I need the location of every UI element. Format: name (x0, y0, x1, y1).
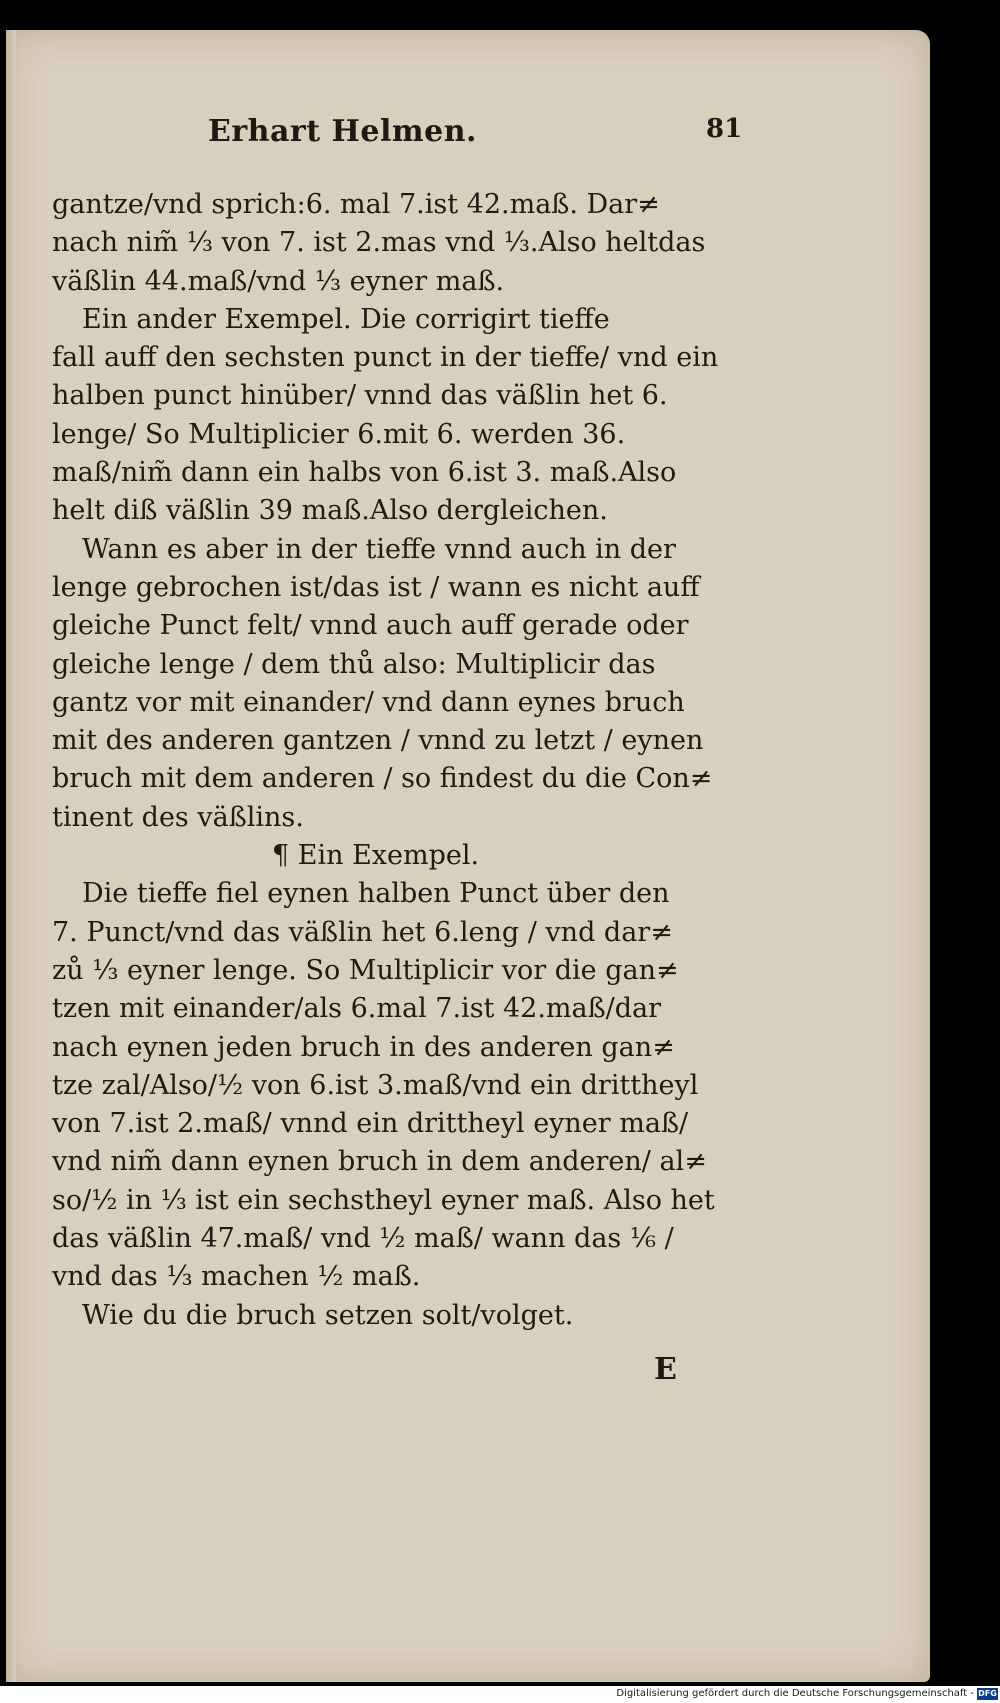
text-line: fall auff den sechsten punct in der tieffe/ vnd ein (52, 342, 719, 374)
text-line: so/½ in ⅓ ist ein sechstheyl eyner maß. Also het (52, 1184, 715, 1216)
text-line: nach nim̃ ⅓ von 7. ist 2.mas vnd ⅓.Also heltdas (52, 227, 706, 259)
body-text (52, 186, 772, 1335)
text-line: nach eynen jeden bruch in des anderen gan≠ (52, 1031, 675, 1063)
text-line: gleiche Punct felt/ vnnd auch auff gerade oder (52, 610, 689, 642)
text-line: lenge/ So Multiplicier 6.mit 6. werden 36. (52, 418, 626, 450)
text-line: gantze/vnd sprich:6. mal 7.ist 42.maß. Dar≠ (52, 189, 660, 220)
text-line: gantz vor mit einander/ vnd dann eynes bruch (52, 686, 685, 718)
digitization-footer (0, 1686, 1000, 1703)
text-line: tinent des väßlins. (52, 801, 304, 833)
paragraph-start-line: Wann es aber in der tieffe vnnd auch in der (82, 533, 676, 565)
text-line: von 7.ist 2.maß/ vnnd ein drittheyl eyner maß/ (52, 1108, 689, 1140)
section-heading: ¶ Ein Exempel. (272, 840, 480, 872)
funding-credit: Digitalisierung gefördert durch die Deutsche Forschungsgemeinschaft - (616, 1688, 974, 1699)
text-line: helt diß väßlin 39 maß.Also dergleichen. (52, 495, 608, 527)
text-line: maß/nim̃ dann ein halbs von 6.ist 3. maß.Also (52, 457, 677, 489)
book-page (6, 30, 930, 1682)
section-heading-line: Ein ander Exempel. Die corrigirt tieffe (82, 303, 610, 335)
running-head (6, 114, 930, 164)
text-line: bruch mit dem anderen / so findest du die Con≠ (52, 763, 713, 795)
folio-number: 81 (706, 114, 743, 144)
text-line: mit des anderen gantzen / vnnd zu letzt / eynen (52, 725, 704, 757)
text-line: tzen mit einander/als 6.mal 7.ist 42.maß/dar (52, 993, 662, 1025)
dfg-logo-icon: DFG (978, 1689, 997, 1698)
text-line: halben punct hinüber/ vnnd das väßlin het 6. (52, 380, 668, 412)
text-line: lenge gebrochen ist/das ist / wann es nicht auff (52, 571, 700, 603)
text-line: zů ⅓ eyner lenge. So Multiplicir vor die gan≠ (52, 954, 679, 986)
closing-line: Wie du die bruch setzen solt/volget. (82, 1299, 574, 1331)
running-head-title: Erhart Helmen. (208, 114, 477, 149)
text-line: vnd nim̃ dann eynen bruch in dem anderen/ al≠ (52, 1146, 707, 1178)
text-line: väßlin 44.maß/vnd ⅓ eyner maß. (52, 265, 505, 297)
page-gutter-edge (6, 30, 16, 1682)
text-line: vnd das ⅓ machen ½ maß. (52, 1261, 421, 1293)
text-line: 7. Punct/vnd das väßlin het 6.leng / vnd dar≠ (52, 916, 673, 948)
catchword: E (654, 1352, 677, 1387)
text-line: tze zal/Also/½ von 6.ist 3.maß/vnd ein drittheyl (52, 1069, 699, 1101)
paragraph-start-line: Die tieffe fiel eynen halben Punct über den (82, 878, 670, 910)
text-line: gleiche lenge / dem thů also: Multiplicir das (52, 648, 656, 680)
text-line: das väßlin 47.maß/ vnd ½ maß/ wann das ⅙ / (52, 1223, 674, 1255)
